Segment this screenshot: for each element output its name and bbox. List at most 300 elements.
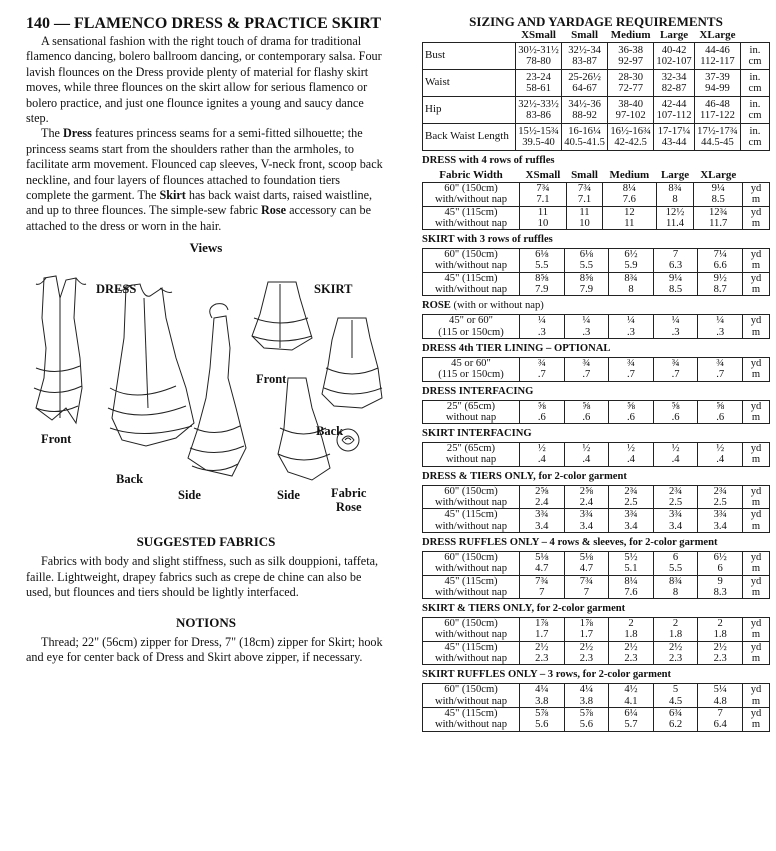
yardage-cell bbox=[609, 272, 654, 296]
yardage-cell bbox=[520, 400, 565, 424]
meters-value: .7 bbox=[582, 369, 591, 381]
section-title-text: SKIRT with 3 rows of ruffles bbox=[422, 234, 553, 246]
measurement-cell bbox=[694, 70, 740, 97]
unit-yd: yd bbox=[750, 684, 762, 696]
meters-value: 7 bbox=[583, 586, 590, 598]
nap-note: with/without nap bbox=[434, 520, 508, 532]
unit-m: m bbox=[751, 454, 761, 466]
unit-cell bbox=[743, 618, 770, 642]
yardage-cell bbox=[698, 272, 743, 296]
yardage-header-row bbox=[423, 169, 770, 183]
unit-m: m bbox=[751, 586, 761, 598]
yardage-cell bbox=[653, 618, 698, 642]
yardage-cell bbox=[698, 551, 743, 575]
meters-value: 8 bbox=[672, 194, 678, 206]
fabric-width-cell bbox=[423, 641, 520, 665]
yardage-cell bbox=[653, 684, 698, 708]
unit-cell bbox=[741, 43, 770, 70]
yardage-cell bbox=[653, 400, 698, 424]
size-header: Medium bbox=[609, 169, 650, 181]
yardage-cell bbox=[653, 485, 698, 509]
unit-yd: yd bbox=[750, 443, 762, 455]
yards-value: 7¾ bbox=[535, 575, 549, 587]
unit-yd: yd bbox=[750, 272, 762, 284]
unit-yd: yd bbox=[750, 206, 762, 218]
inches-value: 16-16¼ bbox=[568, 125, 601, 137]
meters-value: .7 bbox=[716, 369, 725, 381]
yardage-cell bbox=[564, 618, 609, 642]
yards-value: 12½ bbox=[665, 206, 685, 218]
yardage-row bbox=[423, 707, 770, 731]
meters-value: 3.4 bbox=[713, 520, 727, 532]
yards-value: 9 bbox=[717, 575, 723, 587]
yardage-cell bbox=[698, 618, 743, 642]
yards-value: 2¾ bbox=[713, 485, 727, 497]
unit-m: m bbox=[751, 411, 761, 423]
meters-value: 5.5 bbox=[535, 260, 549, 272]
yardage-row bbox=[423, 272, 770, 296]
unit-m: m bbox=[751, 629, 761, 641]
yardage-cell bbox=[566, 206, 602, 230]
measurement-cell bbox=[516, 124, 562, 151]
meters-value: 7.9 bbox=[579, 284, 594, 296]
inches-value: 15½-15¾ bbox=[518, 125, 559, 137]
yards-value: 5½ bbox=[624, 551, 638, 563]
yardage-cell bbox=[603, 206, 656, 230]
yardage-cell bbox=[609, 400, 654, 424]
fabric-width-header: Fabric Width bbox=[439, 169, 503, 181]
yards-value: 6¼ bbox=[624, 707, 638, 719]
unit-cm: cm bbox=[748, 56, 762, 67]
fabric-rose-label: Fabric Rose bbox=[331, 486, 367, 515]
dress-side-sketch bbox=[188, 304, 246, 476]
inches-value: 28-30 bbox=[618, 71, 644, 83]
yards-value: 8¾ bbox=[668, 183, 682, 194]
unit-in: in. bbox=[749, 98, 761, 110]
yards-value: 3¾ bbox=[668, 509, 683, 521]
yards-value: 7¾ bbox=[579, 575, 594, 587]
fabric-width-cell bbox=[423, 443, 520, 467]
size-header: Medium bbox=[610, 29, 651, 41]
unit-cell bbox=[741, 70, 770, 97]
inches-value: 32½-34 bbox=[568, 44, 601, 56]
yards-value: ¼ bbox=[627, 315, 635, 327]
cm-value: 78-80 bbox=[526, 56, 551, 67]
yardage-cell bbox=[603, 183, 656, 207]
yards-value: 6¾ bbox=[668, 707, 683, 719]
yardage-cell bbox=[609, 315, 654, 339]
yardage-cell bbox=[653, 315, 698, 339]
fabric-width-cell bbox=[423, 707, 520, 731]
unit-m: m bbox=[751, 369, 761, 381]
fabric-width: 25" (65cm) bbox=[446, 443, 496, 455]
fabric-width: 60" (150cm) bbox=[444, 183, 498, 194]
yardage-cell bbox=[564, 357, 609, 381]
yardage-cell bbox=[520, 618, 565, 642]
unit-cell bbox=[743, 272, 770, 296]
yardage-cell bbox=[653, 551, 698, 575]
nap-note: with/without nap bbox=[434, 194, 508, 206]
yardage-cell bbox=[564, 684, 609, 708]
cm-value: 107-112 bbox=[656, 110, 692, 121]
yardage-cell bbox=[698, 400, 743, 424]
unit-yd: yd bbox=[750, 400, 762, 412]
yardage-cell bbox=[653, 575, 698, 599]
unit-yd: yd bbox=[750, 183, 762, 194]
unit-yd: yd bbox=[750, 707, 762, 719]
yardage-cell bbox=[609, 575, 654, 599]
meters-value: 6 bbox=[717, 563, 723, 575]
yards-value: 11 bbox=[537, 206, 549, 218]
cm-value: 58-61 bbox=[526, 83, 551, 94]
size-header: Small bbox=[571, 169, 598, 181]
unit-cell bbox=[743, 641, 770, 665]
yardage-table bbox=[422, 617, 770, 665]
yards-value: 2¾ bbox=[668, 485, 683, 497]
unit-cell bbox=[743, 551, 770, 575]
unit-yd: yd bbox=[750, 509, 762, 521]
measurement-cell bbox=[562, 124, 608, 151]
size-header: XLarge bbox=[699, 29, 736, 41]
yards-value: 7¾ bbox=[577, 183, 592, 194]
inches-value: 34½-36 bbox=[568, 98, 601, 110]
meters-value: 1.8 bbox=[668, 629, 683, 641]
yards-value: 12 bbox=[624, 206, 635, 218]
yardage-cell bbox=[609, 641, 654, 665]
cm-value: 72-77 bbox=[618, 83, 644, 94]
yards-value: ⅝ bbox=[582, 400, 591, 412]
yardage-cell bbox=[609, 551, 654, 575]
meters-value: 7.9 bbox=[535, 284, 549, 296]
meters-value: .6 bbox=[582, 411, 591, 423]
yards-value: 2 bbox=[628, 618, 634, 630]
dress-back-label: Back bbox=[116, 472, 144, 487]
unit-in: in. bbox=[749, 44, 761, 56]
yardage-cell bbox=[694, 183, 743, 207]
yards-value: 6⅛ bbox=[579, 249, 594, 261]
yardage-table bbox=[422, 551, 770, 599]
meters-value: 8.7 bbox=[713, 284, 727, 296]
yardage-table bbox=[422, 169, 770, 230]
unit-cell bbox=[743, 707, 770, 731]
yardage-cell bbox=[653, 357, 698, 381]
yards-value: ⅝ bbox=[537, 400, 546, 412]
yards-value: 1⅞ bbox=[579, 618, 594, 630]
measurement-cell bbox=[516, 97, 562, 124]
cm-value: 39.5-40 bbox=[522, 137, 555, 148]
cm-value: 83-87 bbox=[572, 56, 597, 67]
meters-value: 8.5 bbox=[711, 194, 725, 206]
inches-value: 42-44 bbox=[661, 98, 687, 110]
dress-label: DRESS bbox=[96, 282, 137, 297]
yardage-table bbox=[422, 314, 770, 339]
unit-m: m bbox=[751, 497, 761, 509]
yardage-row bbox=[423, 443, 770, 467]
yardage-cell bbox=[564, 315, 609, 339]
yardage-cell bbox=[566, 183, 602, 207]
yards-value: 8⅝ bbox=[535, 272, 549, 284]
yards-value: 6⅛ bbox=[535, 249, 549, 261]
meters-value: 8.5 bbox=[668, 284, 683, 296]
yards-value: 4¼ bbox=[579, 684, 594, 696]
yardage-cell bbox=[653, 707, 698, 731]
size-header: Small bbox=[571, 29, 599, 41]
nap-note: with/without nap bbox=[434, 563, 508, 575]
meters-value: .4 bbox=[716, 454, 725, 466]
meters-value: 3.4 bbox=[668, 520, 683, 532]
yardage-cell bbox=[520, 183, 567, 207]
meters-value: .6 bbox=[627, 411, 635, 423]
dress-side-label: Side bbox=[178, 488, 201, 503]
yardage-row bbox=[423, 315, 770, 339]
meters-value: 5.7 bbox=[624, 719, 638, 731]
fabric-width-cell bbox=[423, 684, 520, 708]
unit-header bbox=[741, 29, 770, 43]
fabric-width: 45" (115cm) bbox=[444, 272, 498, 284]
yards-value: 8¼ bbox=[624, 575, 638, 587]
measurement-cell bbox=[608, 124, 654, 151]
section-title-text: DRESS INTERFACING bbox=[422, 385, 534, 397]
yards-value: 6½ bbox=[713, 551, 727, 563]
nap-note: with/without nap bbox=[434, 586, 508, 598]
yardage-sections bbox=[422, 155, 770, 732]
yards-value: 2 bbox=[717, 618, 723, 630]
skirt-front-sketch bbox=[252, 282, 312, 350]
yardage-cell bbox=[698, 641, 743, 665]
yardage-cell bbox=[520, 641, 565, 665]
meters-value: 11.4 bbox=[665, 217, 685, 229]
yardage-row bbox=[423, 684, 770, 708]
unit-yd: yd bbox=[750, 575, 762, 587]
yardage-section-title bbox=[422, 343, 770, 355]
cm-value: 117-122 bbox=[699, 110, 735, 121]
yardage-cell bbox=[609, 249, 654, 273]
yardage-cell bbox=[564, 641, 609, 665]
yards-value: ¾ bbox=[627, 357, 635, 369]
unit-m: m bbox=[751, 194, 761, 206]
yards-value: 3¾ bbox=[535, 509, 549, 521]
description-column bbox=[26, 14, 386, 665]
meters-value: .4 bbox=[582, 454, 591, 466]
cm-value: 40.5-41.5 bbox=[564, 137, 605, 148]
inches-value: 40-42 bbox=[661, 44, 687, 56]
meters-value: 5.6 bbox=[535, 719, 549, 731]
unit-yd: yd bbox=[750, 315, 762, 327]
yards-value: 3¾ bbox=[713, 509, 727, 521]
yards-value: ½ bbox=[627, 443, 635, 455]
yards-value: 2 bbox=[672, 618, 679, 630]
meters-value: .3 bbox=[582, 326, 591, 338]
meters-value: 2.3 bbox=[579, 653, 594, 665]
meters-value: 6.3 bbox=[668, 260, 683, 272]
fabric-width-cell bbox=[423, 551, 520, 575]
unit-yd: yd bbox=[750, 249, 762, 261]
cm-value: 88-92 bbox=[572, 110, 597, 121]
measurement-cell bbox=[608, 97, 654, 124]
yardage-cell bbox=[653, 509, 698, 533]
corner-cell bbox=[423, 29, 516, 43]
nap-note: with/without nap bbox=[434, 695, 508, 707]
yardage-cell bbox=[609, 357, 654, 381]
nap-note: with/without nap bbox=[434, 284, 508, 296]
sizing-heading: SIZING AND YARDAGE REQUIREMENTS bbox=[469, 14, 723, 29]
meters-value: 1.8 bbox=[713, 629, 727, 641]
yardage-cell bbox=[653, 443, 698, 467]
yards-value: 5⅛ bbox=[535, 551, 549, 563]
fabric-width-cell bbox=[423, 183, 520, 207]
measurement-cell bbox=[516, 43, 562, 70]
fabric-width-cell bbox=[423, 272, 520, 296]
skirt-back-sketch bbox=[322, 318, 382, 408]
unit-m: m bbox=[751, 326, 761, 338]
meters-value: 3.4 bbox=[579, 520, 594, 532]
yardage-table bbox=[422, 683, 770, 731]
meters-value: .4 bbox=[627, 454, 635, 466]
meters-value: 2.5 bbox=[668, 497, 683, 509]
nap-note: without nap bbox=[445, 411, 497, 423]
cm-value: 94-99 bbox=[705, 83, 730, 94]
skirt-back-label: Back bbox=[316, 424, 344, 439]
fabric-width-cell bbox=[423, 509, 520, 533]
features-paragraph: The Dress features princess seams for a semi-fitted silhouette; the princess seams start from the shoulders rather than the armholes, to facilitate arm movement. Flounced cap sleeves, V-neck front, scoop back neckline, and four layers of flounces attached to foundation tiers complete the garment. The Skirt has back waist darts, raised waistline, and up to three flounces. The simple-sew fabric Rose accessory can be attached to the dress or worn in the hair. bbox=[26, 126, 383, 233]
fabric-width-cell bbox=[423, 357, 520, 381]
meters-value: .6 bbox=[671, 411, 680, 423]
yards-value: 2½ bbox=[535, 641, 549, 653]
meters-value: 4.1 bbox=[624, 695, 638, 707]
meters-value: 6.2 bbox=[668, 719, 683, 731]
unit-cell bbox=[743, 315, 770, 339]
yardage-cell bbox=[609, 618, 654, 642]
yards-value: 9¼ bbox=[711, 183, 725, 194]
nap-note: (115 or 150cm) bbox=[438, 369, 504, 381]
unit-in: in. bbox=[749, 71, 761, 83]
yardage-cell bbox=[520, 485, 565, 509]
unit-m: m bbox=[751, 260, 761, 272]
fabric-width: 60" (150cm) bbox=[444, 684, 498, 696]
yardage-cell bbox=[520, 551, 565, 575]
yardage-row bbox=[423, 183, 770, 207]
cm-value: 44.5-45 bbox=[701, 137, 734, 148]
unit-cm: cm bbox=[748, 110, 762, 121]
yardage-cell bbox=[520, 707, 565, 731]
measurement-cell bbox=[694, 97, 740, 124]
meters-value: 8 bbox=[628, 284, 634, 296]
yardage-row bbox=[423, 575, 770, 599]
yardage-cell bbox=[520, 249, 565, 273]
section-title-text: DRESS with 4 rows of ruffles bbox=[422, 155, 555, 166]
yardage-cell bbox=[694, 206, 743, 230]
yardage-cell bbox=[520, 684, 565, 708]
yardage-row bbox=[423, 618, 770, 642]
fabric-width: 60" (150cm) bbox=[444, 618, 498, 630]
yards-value: 5¼ bbox=[713, 684, 727, 696]
notions-text: Thread; 22" (56cm) zipper for Dress, 7" (18cm) zipper for Skirt; hook and eye for center back of Dress and Skirt above zipper, if necessary. bbox=[26, 634, 383, 664]
yardage-section-title bbox=[422, 471, 770, 483]
meters-value: 7.1 bbox=[577, 194, 592, 206]
meters-value: 2.5 bbox=[713, 497, 727, 509]
yardage-cell bbox=[698, 707, 743, 731]
dress-front-sketch bbox=[34, 276, 86, 423]
yardage-cell bbox=[520, 509, 565, 533]
inches-value: 17-17¼ bbox=[657, 125, 691, 137]
section-title-text: DRESS 4th TIER LINING – OPTIONAL bbox=[422, 342, 611, 354]
yardage-cell bbox=[520, 272, 565, 296]
yards-value: ¾ bbox=[582, 357, 591, 369]
fabric-width-cell bbox=[423, 618, 520, 642]
meters-value: 6.6 bbox=[713, 260, 727, 272]
yardage-section-title bbox=[422, 386, 770, 398]
suggested-fabrics-heading: SUGGESTED FABRICS bbox=[136, 534, 276, 550]
yards-value: 5⅞ bbox=[579, 707, 594, 719]
views-heading: Views bbox=[189, 240, 223, 256]
meters-value: 10 bbox=[579, 217, 590, 229]
fabric-width: 60" (150cm) bbox=[444, 249, 498, 261]
meters-value: 3.4 bbox=[535, 520, 549, 532]
fabric-width: 60" (150cm) bbox=[444, 485, 498, 497]
yards-value: 8⅝ bbox=[579, 272, 594, 284]
measurement-cell bbox=[562, 97, 608, 124]
yards-value: ¼ bbox=[671, 315, 680, 327]
inches-value: 44-46 bbox=[705, 44, 730, 56]
cm-value: 82-87 bbox=[661, 83, 687, 94]
measurement-row bbox=[423, 124, 770, 151]
meters-value: .4 bbox=[537, 454, 546, 466]
unit-yd: yd bbox=[750, 618, 762, 630]
size-header: Large bbox=[659, 29, 689, 41]
meters-value: 10 bbox=[537, 217, 549, 229]
nap-note: with/without nap bbox=[434, 260, 508, 272]
inches-value: 46-48 bbox=[705, 98, 730, 110]
skirt-label: SKIRT bbox=[314, 282, 353, 297]
yardage-cell bbox=[564, 443, 609, 467]
yards-value: 7 bbox=[717, 707, 723, 719]
yards-value: ¾ bbox=[537, 357, 546, 369]
yards-value: 8¾ bbox=[668, 575, 683, 587]
yardage-row bbox=[423, 485, 770, 509]
measurement-cell bbox=[608, 70, 654, 97]
yardage-cell bbox=[564, 400, 609, 424]
yards-value: 7¾ bbox=[536, 183, 550, 194]
meters-value: .4 bbox=[671, 454, 680, 466]
unit-cell bbox=[743, 485, 770, 509]
meters-value: .7 bbox=[671, 369, 680, 381]
yardage-table bbox=[422, 485, 770, 533]
unit-m: m bbox=[751, 653, 761, 665]
yardage-row bbox=[423, 206, 770, 230]
nap-note: with/without nap bbox=[434, 653, 508, 665]
yardage-section-title bbox=[422, 428, 770, 440]
yards-value: 2¾ bbox=[624, 485, 638, 497]
yards-value: 12¾ bbox=[708, 206, 728, 218]
yardage-cell bbox=[520, 357, 565, 381]
fabric-width: 25" (65cm) bbox=[446, 400, 496, 412]
yardage-row bbox=[423, 509, 770, 533]
section-title-text: SKIRT & TIERS ONLY, for 2-color garment bbox=[422, 603, 626, 615]
yards-value: 7¼ bbox=[713, 249, 727, 261]
yardage-cell bbox=[698, 315, 743, 339]
intro-paragraph: A sensational fashion with the right touch of drama for traditional flamenco dancing, bolero ballroom dancing, or contemporary salsa. Four lavish flounces on the Dress provide plenty of material for flashy skirt moves, while three flounces on the skirt allow for serious flamenco or bolero practice, and just one flounce ignites a young and saucy dance step. bbox=[26, 34, 382, 126]
sizing-table bbox=[422, 29, 770, 151]
sizing-column bbox=[422, 14, 770, 732]
cm-value: 112-117 bbox=[700, 56, 735, 67]
meters-value: 11.7 bbox=[709, 217, 728, 229]
fabric-width: 45 or 60" bbox=[451, 357, 491, 369]
section-title-text: SKIRT INTERFACING bbox=[422, 428, 532, 440]
measurement-cell bbox=[694, 124, 740, 151]
inches-value: 16½-16¾ bbox=[610, 125, 651, 137]
meters-value: 1.7 bbox=[535, 629, 549, 641]
cm-value: 42-42.5 bbox=[614, 137, 647, 148]
